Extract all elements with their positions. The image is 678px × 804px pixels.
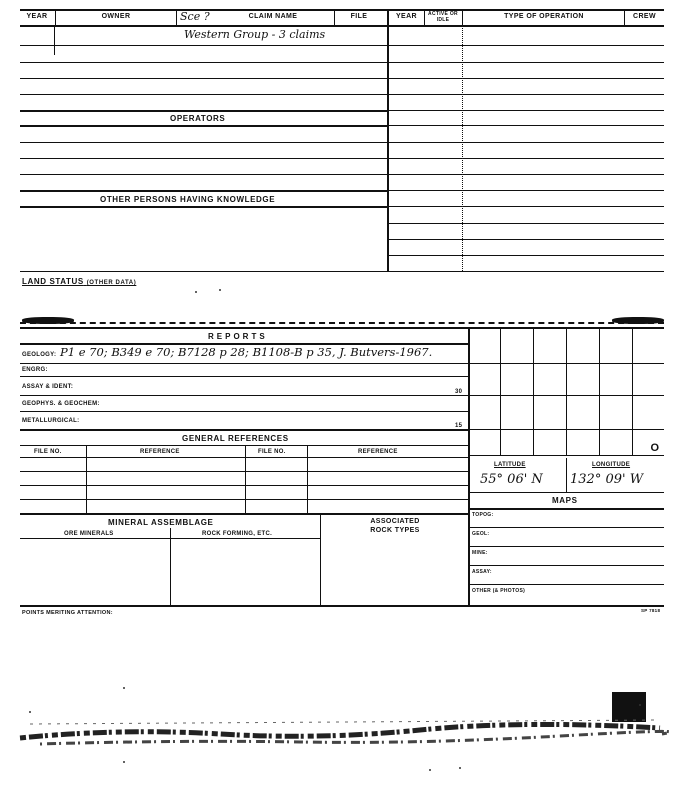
- header-file: FILE: [350, 13, 368, 20]
- gr-reference: REFERENCE: [140, 449, 180, 455]
- land-status-sub: (OTHER DATA): [86, 280, 137, 286]
- latitude-label: LATITUDE: [494, 462, 526, 468]
- land-status-text: LAND STATUS: [22, 277, 84, 286]
- operators-heading: OPERATORS: [170, 114, 226, 123]
- metallurgical-number: 15: [455, 423, 463, 429]
- header-claim-name: CLAIM NAME: [248, 13, 298, 20]
- assay-ident-label: ASSAY & IDENT:: [22, 384, 74, 390]
- maps-mine: MINE:: [472, 550, 488, 556]
- rock-types-label: ROCK TYPES: [370, 527, 420, 534]
- header-year-2: YEAR: [395, 13, 418, 20]
- maps-assay: ASSAY:: [472, 569, 492, 575]
- form-number: SP 7818: [641, 608, 661, 613]
- circle-mark: O: [650, 442, 660, 454]
- general-references-title: GENERAL REFERENCES: [182, 434, 289, 443]
- geology-label: GEOLOGY:: [22, 352, 57, 358]
- metallurgical-label: METALLURGICAL:: [22, 418, 80, 424]
- latitude-value: 55° 06' N: [480, 472, 543, 487]
- header-year: YEAR: [26, 13, 48, 20]
- geology-value: P1 e 70; B349 e 70; B7128 p 28; B1108-B p 35, J. Butvers-1967.: [60, 345, 433, 359]
- maps-geol: GEOL:: [472, 531, 490, 537]
- land-status-label: [22, 277, 136, 286]
- gr-reference-2: REFERENCE: [358, 449, 398, 455]
- ore-minerals-label: ORE MINERALS: [64, 531, 114, 537]
- header-crew: CREW: [633, 13, 656, 20]
- header-owner: OWNER: [101, 13, 131, 20]
- engrg-label: ENGRG:: [22, 367, 48, 373]
- handwritten-claim-name: Western Group - 3 claims: [184, 28, 326, 41]
- mineral-assemblage-title: MINERAL ASSEMBLAGE: [108, 518, 214, 527]
- maps-title: MAPS: [552, 496, 578, 505]
- gr-file-no-2: FILE NO.: [258, 449, 286, 455]
- maps-topog: TOPOG:: [472, 512, 494, 518]
- assay-number: 30: [455, 389, 463, 395]
- handwritten-number: Sce ?: [180, 10, 210, 23]
- header-active-idle: ACTIVE OR IDLE: [428, 11, 458, 23]
- geophys-label: GEOPHYS. & GEOCHEM:: [22, 401, 100, 407]
- gr-file-no: FILE NO.: [34, 449, 62, 455]
- longitude-label: LONGITUDE: [592, 462, 631, 468]
- reports-title: REPORTS: [208, 332, 268, 341]
- points-meriting-attention: POINTS MERITING ATTENTION:: [22, 610, 113, 616]
- header-type-of-operation: TYPE OF OPERATION: [504, 13, 584, 20]
- longitude-value: 132° 09' W: [570, 472, 644, 487]
- associated-label: ASSOCIATED: [370, 518, 420, 525]
- maps-other: OTHER (& PHOTOS): [472, 588, 526, 594]
- other-persons-heading: OTHER PERSONS HAVING KNOWLEDGE: [100, 195, 276, 204]
- rock-forming-label: ROCK FORMING, ETC.: [202, 531, 273, 537]
